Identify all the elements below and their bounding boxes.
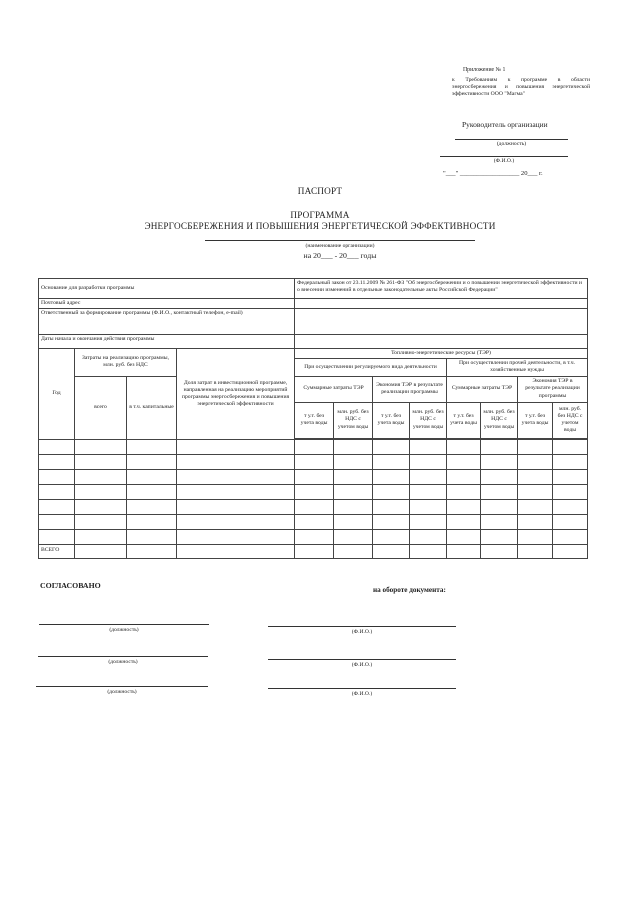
on-back-label: на обороте документа: <box>373 586 446 594</box>
header-other: При осуществлении прочей деятельности, в т.ч. хозяйственные нужды <box>447 359 588 376</box>
header-unit-fuel: т у.т. без учета воды <box>447 402 481 438</box>
header-economy: Экономия ТЭР в результате реализации программы <box>518 376 588 402</box>
program-title: ПРОГРАММА <box>290 210 350 220</box>
table-row <box>39 469 588 484</box>
head-title: Руководитель организации <box>462 120 548 129</box>
info-value <box>295 299 588 309</box>
sign-name-caption: (Ф.И.О.) <box>351 662 373 668</box>
position-caption: (должность) <box>496 141 527 147</box>
info-label: Почтовый адрес <box>39 299 295 309</box>
sign-position-line <box>38 656 208 657</box>
table-row <box>39 499 588 514</box>
header-sum-costs: Суммарные затраты ТЭР <box>295 376 373 402</box>
header-unit-money: млн. руб. без НДС с учетом воды <box>481 402 518 438</box>
sign-name-caption: (Ф.И.О.) <box>351 691 373 697</box>
info-label: Ответственный за формирование программы (Ф.И.О., контактный телефон, e-mail) <box>39 309 295 335</box>
years-label: на 20___ - 20___ годы <box>303 251 377 260</box>
sign-position-caption: (должность) <box>108 659 138 665</box>
passport-title: ПАСПОРТ <box>297 186 343 196</box>
name-line <box>440 156 568 157</box>
table-row <box>39 454 588 469</box>
agreed-label: СОГЛАСОВАНО <box>40 581 101 590</box>
info-value: Федеральный закон от 23.11.2009 № 261-ФЗ "Об энергосбережении и о повышении энергетической эффективности и о внесении изменений в отдельные законодательные акты Российской Федерации" <box>295 279 588 299</box>
info-label: Даты начала и окончания действия программы <box>39 335 295 349</box>
header-unit-fuel: т у.т. без учета воды <box>518 402 553 438</box>
total-row <box>39 544 588 558</box>
table-row <box>39 439 588 454</box>
table-row <box>39 484 588 499</box>
table-row <box>39 514 588 529</box>
info-row <box>39 335 588 349</box>
appendix-text: к Требованиям к программе в области энергосбережения и повышения энергетической эффективности ООО "Магма" <box>452 77 590 98</box>
header-share: Доля затрат в инвестиционной программе, направленная на реализацию мероприятий программы энергосбережения и повышения энергетической эффективности <box>177 349 295 439</box>
sign-position-line <box>36 686 208 687</box>
info-row <box>39 279 588 299</box>
header-capital: в т.ч. капитальные <box>127 376 177 439</box>
header-costs: Затраты на реализацию программы, млн. руб. без НДС <box>75 349 177 376</box>
total-label: ВСЕГО <box>39 544 75 558</box>
header-unit-fuel: т у.т. без учета воды <box>373 402 410 438</box>
position-line <box>455 139 568 140</box>
header-unit-money: млн. руб. без НДС с учетом воды <box>410 402 447 438</box>
table-row <box>39 529 588 544</box>
org-line <box>205 240 475 241</box>
sign-name-line <box>268 626 456 627</box>
sign-name-caption: (Ф.И.О.) <box>351 629 373 635</box>
program-subtitle: ЭНЕРГОСБЕРЕЖЕНИЯ И ПОВЫШЕНИЯ ЭНЕРГЕТИЧЕСКОЙ ЭФФЕКТИВНОСТИ <box>144 221 496 231</box>
sign-name-line <box>268 659 456 660</box>
date-template: "___" __________________ 20___ г. <box>443 170 543 177</box>
sign-name-line <box>268 688 456 689</box>
header-unit-fuel: т у.т. без учета воды <box>295 402 334 438</box>
info-label: Основание для разработки программы <box>39 279 295 299</box>
passport-table <box>38 278 588 559</box>
header-regulated: При осуществлении регулируемого вида деятельности <box>295 359 447 376</box>
header-ter: Топливно-энергетические ресурсы (ТЭР) <box>295 349 588 359</box>
header-sum-costs: Суммарные затраты ТЭР <box>447 376 518 402</box>
sign-position-caption: (должность) <box>107 689 137 695</box>
info-row <box>39 299 588 309</box>
header-total: всего <box>75 376 127 439</box>
header-economy: Экономия ТЭР в результате реализации программы <box>373 376 447 402</box>
sign-position-caption: (должность) <box>109 627 139 633</box>
sign-position-line <box>39 624 209 625</box>
info-value <box>295 335 588 349</box>
name-caption: (Ф.И.О.) <box>493 158 515 164</box>
header-year: Год <box>39 349 75 439</box>
header-unit-money: млн. руб. без НДС с учетом воды <box>553 402 588 438</box>
appendix-number: Приложение № 1 <box>463 67 506 73</box>
header-unit-money: млн. руб. без НДС с учетом воды <box>334 402 373 438</box>
info-value <box>295 309 588 335</box>
info-row <box>39 309 588 335</box>
org-caption: (наименование организации) <box>305 243 375 249</box>
